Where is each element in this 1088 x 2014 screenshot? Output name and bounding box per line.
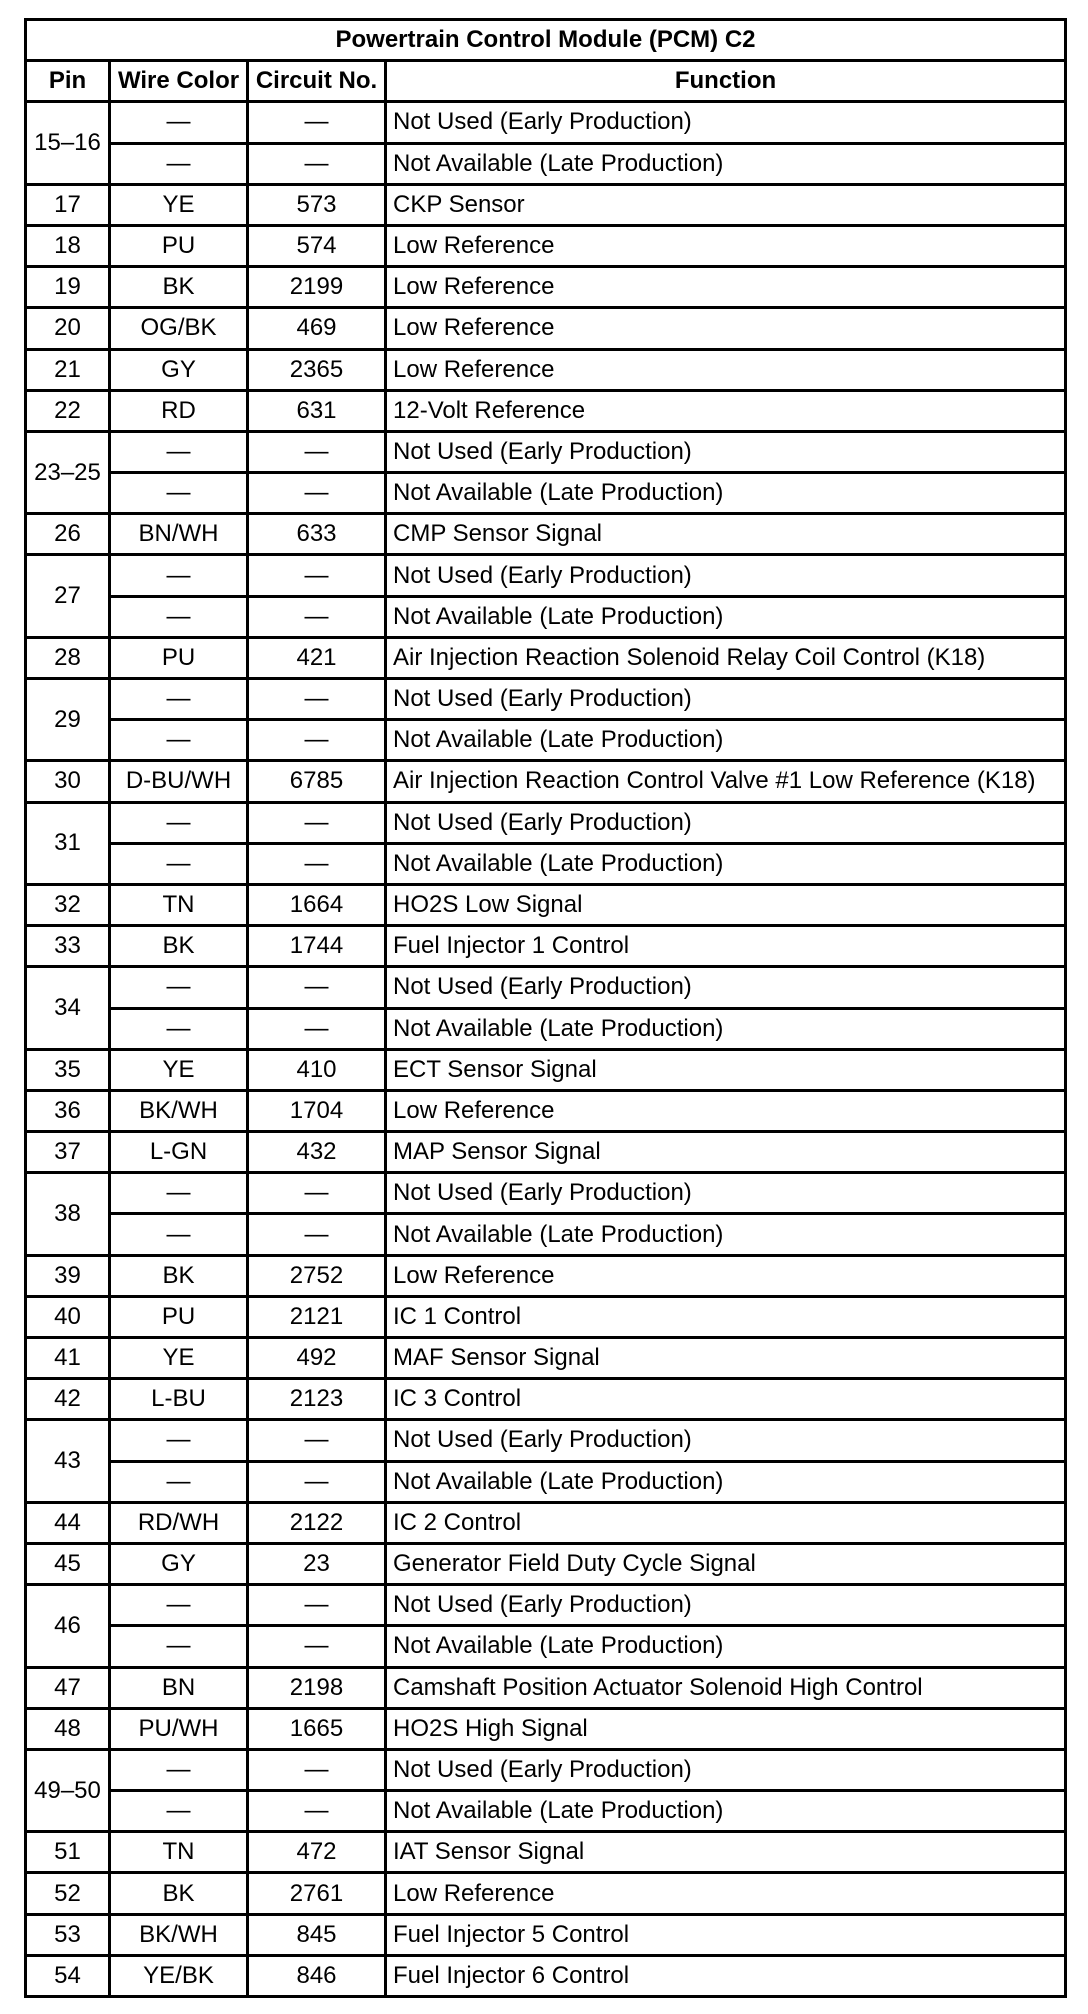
wire-color-cell: — xyxy=(110,1214,248,1255)
header-row xyxy=(26,61,1066,102)
wire-color-cell: BN/WH xyxy=(110,514,248,555)
wire-color-cell: PU xyxy=(110,637,248,678)
table-row xyxy=(26,1543,1066,1584)
circuit-cell: 2365 xyxy=(248,349,386,390)
table-row xyxy=(26,1873,1066,1914)
table-row xyxy=(26,802,1066,843)
wire-color-cell: — xyxy=(110,967,248,1008)
function-cell: Not Available (Late Production) xyxy=(386,843,1066,884)
pin-cell: 21 xyxy=(26,349,110,390)
pin-cell: 22 xyxy=(26,390,110,431)
table-row xyxy=(26,184,1066,225)
pin-cell: 33 xyxy=(26,926,110,967)
function-cell: Not Used (Early Production) xyxy=(386,102,1066,143)
function-cell: HO2S Low Signal xyxy=(386,884,1066,925)
table-row xyxy=(26,637,1066,678)
function-cell: CMP Sensor Signal xyxy=(386,514,1066,555)
wire-color-cell: RD xyxy=(110,390,248,431)
pin-cell: 53 xyxy=(26,1914,110,1955)
wire-color-cell: — xyxy=(110,843,248,884)
pin-cell: 44 xyxy=(26,1502,110,1543)
table-row xyxy=(26,1749,1066,1790)
circuit-cell: 2198 xyxy=(248,1667,386,1708)
function-cell: Camshaft Position Actuator Solenoid High Control xyxy=(386,1667,1066,1708)
table-row xyxy=(26,1132,1066,1173)
pin-cell: 23–25 xyxy=(26,431,110,513)
pin-cell: 45 xyxy=(26,1543,110,1584)
circuit-cell: 1704 xyxy=(248,1090,386,1131)
table-row xyxy=(26,596,1066,637)
circuit-cell: — xyxy=(248,843,386,884)
wire-color-cell: YE xyxy=(110,1049,248,1090)
table-row xyxy=(26,926,1066,967)
function-cell: Not Available (Late Production) xyxy=(386,596,1066,637)
circuit-cell: — xyxy=(248,679,386,720)
wire-color-cell: — xyxy=(110,1008,248,1049)
wire-color-cell: BK/WH xyxy=(110,1914,248,1955)
table-row xyxy=(26,102,1066,143)
table-row xyxy=(26,1049,1066,1090)
circuit-cell: 633 xyxy=(248,514,386,555)
function-cell: Not Available (Late Production) xyxy=(386,1791,1066,1832)
table-row xyxy=(26,1173,1066,1214)
wire-color-cell: — xyxy=(110,596,248,637)
circuit-cell: 2121 xyxy=(248,1296,386,1337)
wire-color-cell: — xyxy=(110,102,248,143)
function-cell: MAF Sensor Signal xyxy=(386,1338,1066,1379)
table-row xyxy=(26,1626,1066,1667)
function-cell: Low Reference xyxy=(386,225,1066,266)
circuit-cell: 1744 xyxy=(248,926,386,967)
wire-color-cell: BN xyxy=(110,1667,248,1708)
function-cell: Not Available (Late Production) xyxy=(386,1461,1066,1502)
table-row xyxy=(26,720,1066,761)
pin-cell: 29 xyxy=(26,679,110,761)
function-cell: Not Used (Early Production) xyxy=(386,679,1066,720)
pin-cell: 31 xyxy=(26,802,110,884)
pin-cell: 15–16 xyxy=(26,102,110,184)
function-cell: MAP Sensor Signal xyxy=(386,1132,1066,1173)
wire-color-cell: — xyxy=(110,431,248,472)
table-row xyxy=(26,1461,1066,1502)
table-row xyxy=(26,1667,1066,1708)
circuit-cell: 492 xyxy=(248,1338,386,1379)
pin-cell: 18 xyxy=(26,225,110,266)
wire-color-cell: PU xyxy=(110,225,248,266)
circuit-cell: 6785 xyxy=(248,761,386,802)
circuit-cell: 1664 xyxy=(248,884,386,925)
function-cell: Fuel Injector 6 Control xyxy=(386,1955,1066,1996)
circuit-cell: — xyxy=(248,143,386,184)
function-cell: Not Available (Late Production) xyxy=(386,143,1066,184)
wire-color-cell: — xyxy=(110,802,248,843)
wire-color-cell: L-BU xyxy=(110,1379,248,1420)
pin-cell: 20 xyxy=(26,308,110,349)
pin-cell: 37 xyxy=(26,1132,110,1173)
table-row xyxy=(26,1338,1066,1379)
function-cell: Not Used (Early Production) xyxy=(386,1173,1066,1214)
function-cell: Generator Field Duty Cycle Signal xyxy=(386,1543,1066,1584)
table-row xyxy=(26,1832,1066,1873)
table-row xyxy=(26,1791,1066,1832)
table-row xyxy=(26,225,1066,266)
circuit-cell: 573 xyxy=(248,184,386,225)
circuit-cell: 574 xyxy=(248,225,386,266)
function-cell: Not Used (Early Production) xyxy=(386,555,1066,596)
wire-color-cell: BK xyxy=(110,926,248,967)
table-row xyxy=(26,555,1066,596)
circuit-cell: — xyxy=(248,1749,386,1790)
wire-color-cell: — xyxy=(110,1585,248,1626)
table-row xyxy=(26,761,1066,802)
function-cell: IC 3 Control xyxy=(386,1379,1066,1420)
function-cell: Not Used (Early Production) xyxy=(386,802,1066,843)
function-cell: Air Injection Reaction Control Valve #1 Low Reference (K18) xyxy=(386,761,1066,802)
circuit-cell: — xyxy=(248,1791,386,1832)
wire-color-cell: RD/WH xyxy=(110,1502,248,1543)
pin-cell: 54 xyxy=(26,1955,110,1996)
circuit-cell: 845 xyxy=(248,1914,386,1955)
function-cell: Not Available (Late Production) xyxy=(386,720,1066,761)
pin-cell: 34 xyxy=(26,967,110,1049)
circuit-cell: — xyxy=(248,102,386,143)
table-row xyxy=(26,1255,1066,1296)
table-row xyxy=(26,514,1066,555)
function-cell: Not Available (Late Production) xyxy=(386,1008,1066,1049)
wire-color-cell: TN xyxy=(110,884,248,925)
table-row xyxy=(26,431,1066,472)
wire-color-cell: GY xyxy=(110,1543,248,1584)
wire-color-cell: YE xyxy=(110,1338,248,1379)
function-cell: CKP Sensor xyxy=(386,184,1066,225)
table-row xyxy=(26,1008,1066,1049)
function-cell: Not Used (Early Production) xyxy=(386,1420,1066,1461)
pin-cell: 42 xyxy=(26,1379,110,1420)
table-row xyxy=(26,843,1066,884)
table-row xyxy=(26,1955,1066,1996)
circuit-cell: — xyxy=(248,1420,386,1461)
pcm-connector-table xyxy=(24,18,1067,1998)
circuit-cell: 421 xyxy=(248,637,386,678)
wire-color-cell: — xyxy=(110,1173,248,1214)
table-row xyxy=(26,1914,1066,1955)
pin-cell: 36 xyxy=(26,1090,110,1131)
table-row xyxy=(26,1708,1066,1749)
pin-cell: 30 xyxy=(26,761,110,802)
wire-color-cell: — xyxy=(110,1420,248,1461)
function-cell: Not Available (Late Production) xyxy=(386,473,1066,514)
table-row xyxy=(26,390,1066,431)
circuit-cell: 432 xyxy=(248,1132,386,1173)
table-row xyxy=(26,267,1066,308)
function-cell: Not Used (Early Production) xyxy=(386,431,1066,472)
function-cell: Not Used (Early Production) xyxy=(386,967,1066,1008)
pin-cell: 46 xyxy=(26,1585,110,1667)
pin-cell: 27 xyxy=(26,555,110,637)
wire-color-cell: — xyxy=(110,555,248,596)
wire-color-cell: — xyxy=(110,720,248,761)
function-cell: Air Injection Reaction Solenoid Relay Coil Control (K18) xyxy=(386,637,1066,678)
circuit-cell: — xyxy=(248,1008,386,1049)
function-cell: Not Available (Late Production) xyxy=(386,1214,1066,1255)
table-row xyxy=(26,308,1066,349)
table-row xyxy=(26,1420,1066,1461)
function-cell: IAT Sensor Signal xyxy=(386,1832,1066,1873)
circuit-cell: 23 xyxy=(248,1543,386,1584)
table-row xyxy=(26,1214,1066,1255)
circuit-cell: 1665 xyxy=(248,1708,386,1749)
wire-color-cell: BK/WH xyxy=(110,1090,248,1131)
function-cell: Not Used (Early Production) xyxy=(386,1749,1066,1790)
pin-cell: 48 xyxy=(26,1708,110,1749)
circuit-cell: 2122 xyxy=(248,1502,386,1543)
table-row xyxy=(26,1502,1066,1543)
table-row xyxy=(26,1296,1066,1337)
table-row xyxy=(26,473,1066,514)
table-row xyxy=(26,1379,1066,1420)
wire-color-cell: GY xyxy=(110,349,248,390)
wire-color-cell: L-GN xyxy=(110,1132,248,1173)
wire-color-cell: OG/BK xyxy=(110,308,248,349)
circuit-cell: — xyxy=(248,1214,386,1255)
pin-cell: 41 xyxy=(26,1338,110,1379)
wire-color-cell: PU/WH xyxy=(110,1708,248,1749)
table-row xyxy=(26,1090,1066,1131)
wire-color-cell: BK xyxy=(110,1255,248,1296)
wire-color-cell: YE/BK xyxy=(110,1955,248,1996)
function-cell: Not Available (Late Production) xyxy=(386,1626,1066,1667)
function-cell: ECT Sensor Signal xyxy=(386,1049,1066,1090)
header-circuit-no: Circuit No. xyxy=(248,61,386,102)
wire-color-cell: — xyxy=(110,143,248,184)
wire-color-cell: BK xyxy=(110,1873,248,1914)
pin-cell: 28 xyxy=(26,637,110,678)
function-cell: Low Reference xyxy=(386,267,1066,308)
pin-cell: 52 xyxy=(26,1873,110,1914)
function-cell: IC 2 Control xyxy=(386,1502,1066,1543)
wire-color-cell: — xyxy=(110,1461,248,1502)
table-row xyxy=(26,967,1066,1008)
function-cell: Low Reference xyxy=(386,1090,1066,1131)
pin-cell: 38 xyxy=(26,1173,110,1255)
pin-cell: 35 xyxy=(26,1049,110,1090)
pin-cell: 39 xyxy=(26,1255,110,1296)
circuit-cell: 410 xyxy=(248,1049,386,1090)
circuit-cell: — xyxy=(248,802,386,843)
circuit-cell: — xyxy=(248,720,386,761)
pin-cell: 19 xyxy=(26,267,110,308)
title-row xyxy=(26,20,1066,61)
function-cell: Low Reference xyxy=(386,349,1066,390)
function-cell: Not Used (Early Production) xyxy=(386,1585,1066,1626)
pin-cell: 51 xyxy=(26,1832,110,1873)
wire-color-cell: — xyxy=(110,679,248,720)
pin-cell: 43 xyxy=(26,1420,110,1502)
circuit-cell: — xyxy=(248,1626,386,1667)
pin-cell: 47 xyxy=(26,1667,110,1708)
circuit-cell: 2761 xyxy=(248,1873,386,1914)
circuit-cell: 2199 xyxy=(248,267,386,308)
header-function: Function xyxy=(386,61,1066,102)
wire-color-cell: BK xyxy=(110,267,248,308)
function-cell: 12-Volt Reference xyxy=(386,390,1066,431)
function-cell: Low Reference xyxy=(386,1873,1066,1914)
wire-color-cell: — xyxy=(110,1791,248,1832)
circuit-cell: — xyxy=(248,967,386,1008)
circuit-cell: — xyxy=(248,431,386,472)
wire-color-cell: — xyxy=(110,1749,248,1790)
circuit-cell: 631 xyxy=(248,390,386,431)
header-wire-color: Wire Color xyxy=(110,61,248,102)
circuit-cell: — xyxy=(248,1461,386,1502)
circuit-cell: — xyxy=(248,1585,386,1626)
circuit-cell: — xyxy=(248,1173,386,1214)
circuit-cell: — xyxy=(248,473,386,514)
wire-color-cell: — xyxy=(110,473,248,514)
wire-color-cell: TN xyxy=(110,1832,248,1873)
wire-color-cell: YE xyxy=(110,184,248,225)
pin-cell: 49–50 xyxy=(26,1749,110,1831)
circuit-cell: 469 xyxy=(248,308,386,349)
function-cell: Fuel Injector 1 Control xyxy=(386,926,1066,967)
function-cell: IC 1 Control xyxy=(386,1296,1066,1337)
circuit-cell: — xyxy=(248,596,386,637)
pin-cell: 17 xyxy=(26,184,110,225)
table-title: Powertrain Control Module (PCM) C2 xyxy=(26,20,1066,61)
function-cell: HO2S High Signal xyxy=(386,1708,1066,1749)
circuit-cell: 2752 xyxy=(248,1255,386,1296)
function-cell: Low Reference xyxy=(386,1255,1066,1296)
header-pin: Pin xyxy=(26,61,110,102)
table-row xyxy=(26,349,1066,390)
circuit-cell: 846 xyxy=(248,1955,386,1996)
wire-color-cell: D-BU/WH xyxy=(110,761,248,802)
wire-color-cell: — xyxy=(110,1626,248,1667)
table-row xyxy=(26,1585,1066,1626)
pin-cell: 40 xyxy=(26,1296,110,1337)
table-row xyxy=(26,884,1066,925)
function-cell: Fuel Injector 5 Control xyxy=(386,1914,1066,1955)
pin-cell: 26 xyxy=(26,514,110,555)
circuit-cell: 2123 xyxy=(248,1379,386,1420)
function-cell: Low Reference xyxy=(386,308,1066,349)
pin-cell: 32 xyxy=(26,884,110,925)
circuit-cell: — xyxy=(248,555,386,596)
wire-color-cell: PU xyxy=(110,1296,248,1337)
table-row xyxy=(26,679,1066,720)
circuit-cell: 472 xyxy=(248,1832,386,1873)
table-body xyxy=(26,102,1066,1997)
table-row xyxy=(26,143,1066,184)
